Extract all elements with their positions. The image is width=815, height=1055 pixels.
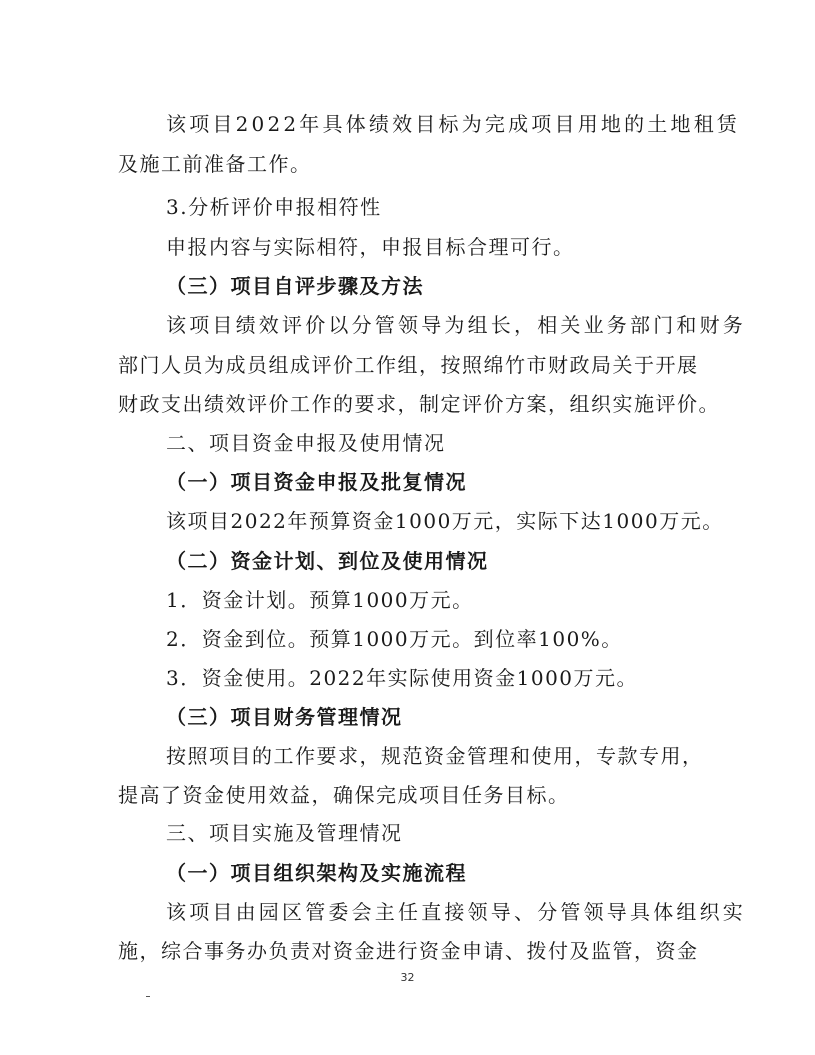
- paragraph-line: 及施工前准备工作。: [118, 152, 312, 176]
- list-item: 3．资金使用。2022年实际使用资金1000万元。: [166, 666, 639, 690]
- section-heading: （二）资金计划、到位及使用情况: [166, 549, 489, 573]
- list-item: 2．资金到位。预算1000万元。到位率100%。: [166, 627, 623, 651]
- paragraph-line: 按照项目的工作要求，规范资金管理和使用，专款专用，: [166, 744, 704, 768]
- subsection-heading: 3.分析评价申报相符性: [166, 195, 382, 219]
- section-heading: （三）项目财务管理情况: [166, 705, 403, 729]
- chapter-heading: 三、项目实施及管理情况: [166, 821, 403, 845]
- chapter-heading: 二、项目资金申报及使用情况: [166, 431, 446, 455]
- paragraph-line: 财政支出绩效评价工作的要求，制定评价方案，组织实施评价。: [118, 392, 720, 416]
- paragraph-line: 该项目绩效评价以分管领导为组长，相关业务部门和财务: [166, 313, 746, 337]
- paragraph-line: 该项目2022年预算资金1000万元，实际下达1000万元。: [166, 509, 724, 533]
- footer-mark: [146, 996, 150, 997]
- section-heading: （三）项目自评步骤及方法: [166, 274, 424, 298]
- paragraph-line: 该项目2022年具体绩效目标为完成项目用地的土地租赁: [166, 112, 741, 136]
- section-heading: （一）项目组织架构及实施流程: [166, 861, 467, 885]
- paragraph-line: 该项目由园区管委会主任直接领导、分管领导具体组织实: [166, 900, 746, 924]
- paragraph-line: 提高了资金使用效益，确保完成项目任务目标。: [118, 783, 570, 807]
- paragraph-line: 部门人员为成员组成评价工作组，按照绵竹市财政局关于开展: [118, 353, 699, 377]
- paragraph-line: 申报内容与实际相符，申报目标合理可行。: [166, 235, 575, 259]
- paragraph-line: 施，综合事务办负责对资金进行资金申请、拨付及监管，资金: [118, 939, 699, 963]
- page-number: 32: [400, 971, 415, 984]
- list-item: 1．资金计划。预算1000万元。: [166, 588, 474, 612]
- section-heading: （一）项目资金申报及批复情况: [166, 470, 467, 494]
